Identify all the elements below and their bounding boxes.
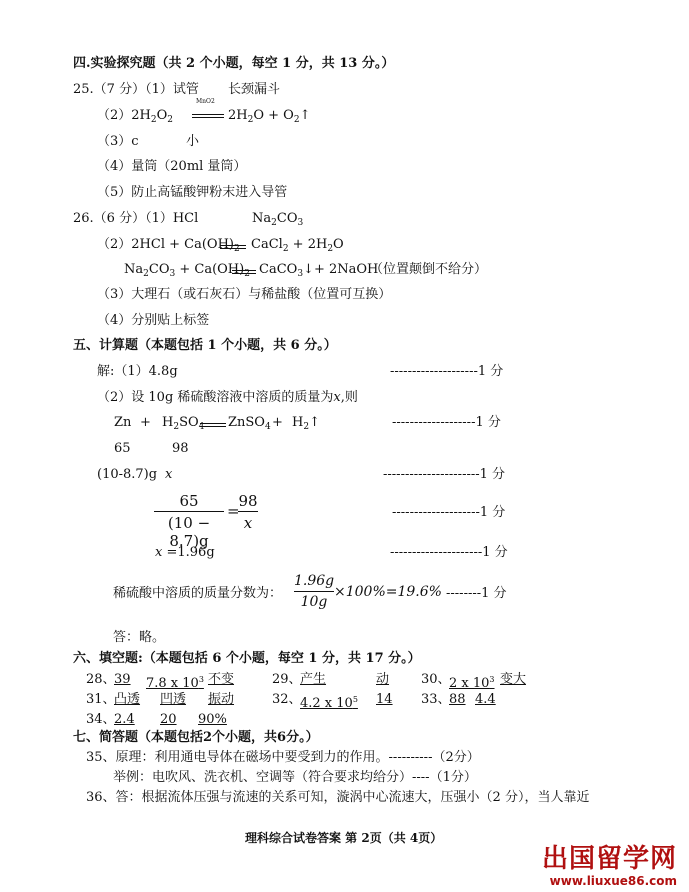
q25-line4: （4）量筒（20ml 量筒） [97,159,247,174]
fill-34-ans1: 2.4 [114,712,135,727]
fill-31-ans1: 凸透 [114,692,141,707]
fill-29-ans2: 动 [376,672,390,687]
q26-note: （位置颠倒不给分） [370,262,488,277]
fraction-right-denominator: x [243,514,253,532]
q26-line5: （4）分别贴上标签 [97,313,210,328]
calc-eq-plus: + [272,415,283,430]
score-dash: ---------------------1 分 [390,545,508,560]
score-dash: ----------------------1 分 [383,467,506,482]
section-4-title: 四.实验探究题（共 2 个小题，每空 1 分，共 13 分。） [73,56,395,71]
fill-29-ans1: 产生 [300,672,327,687]
calc-setup: （2）设 10g 稀硫酸溶液中溶质的质量为x,则 [97,390,358,405]
calc-eq-h2so4: $H_2SO_4$ [162,415,205,432]
fill-34-label: 34、 [86,712,116,727]
fill-32-ans1: 4.2 x $10^5$ [300,695,358,711]
q26-line3-product: CaCO$_3$↓+ 2NaOH [259,262,379,279]
fill-34-ans2: 20 [160,712,177,727]
calc-actual-x: x [165,467,173,482]
fill-31-label: 31、 [86,692,116,707]
fraction-left-numerator: 65 [179,492,199,510]
equals-sign [200,423,226,427]
fill-31-ans2: 凹透 [160,692,187,707]
fill-28-ans1: 39 [114,672,131,687]
q36-answer: 36、答：根据流体压强与流速的关系可知，漩涡中心流速大，压强小（2 分），当人靠近 [86,790,590,805]
percent-denominator: 10g [300,594,328,610]
fraction-bar [294,591,334,592]
fraction-bar [154,511,224,512]
fill-28-ans2: 7.8 x $10^3$ [146,675,204,691]
watermark-cn: 出国留学网 [541,844,677,874]
percent-numerator: 1.96g [294,573,335,589]
q26-line1: 26.（6 分）（1）HCl [73,211,199,226]
fraction-right-numerator: 98 [238,492,258,510]
q35-principle: 35、原理：利用通电导体在磁场中要受到力的作用。----------（2分） [86,750,480,765]
calc-step1: 解:（1）4.8g [97,364,178,379]
q26-line3: $Na_2CO_3 + Ca(OH)_2$ [124,262,250,279]
score-dash: --------1 分 [446,586,507,601]
q25-line1: 25.（7 分）（1）试管 [73,82,199,97]
fill-30-ans1: 2 x $10^3$ [449,675,495,691]
q25-line1-answer: 长颈漏斗 [228,82,281,97]
q25-line3-answer: 小 [186,134,200,149]
fraction-left-denominator: (10 − 8.7)g [167,514,211,550]
fill-34-ans3: 90% [198,712,227,727]
q26-line4: （3）大理石（或石灰石）与稀盐酸（位置可互换） [97,287,392,302]
catalyst-label: MnO2 [196,98,215,105]
fraction-bar [238,511,258,512]
q35-example: 举例：电吹风、洗衣机、空调等（符合要求均给分）----（1分） [113,770,477,785]
section-6-title: 六、填空题:（本题包括 6 个小题，每空 1 分，共 17 分。） [73,651,421,666]
calc-eq-zn: Zn [114,415,132,430]
section-7-title: 七、简答题（本题包括2个小题，共6分。） [73,730,319,745]
q25-line3: （3）c [97,134,139,149]
calc-eq-znso4: ZnSO$_4$ [228,415,271,432]
fill-31-ans3: 振动 [208,692,235,707]
q25-line2: $(2)2H_2O_2$ [97,108,174,125]
calc-mass-zn: 65 [114,441,131,456]
fill-28-ans3: 不变 [208,672,235,687]
score-dash: -------------------1 分 [392,415,501,430]
calc-answer: 答：略。 [113,630,166,645]
fill-28-label: 28、 [86,672,116,687]
fill-32-ans2: 14 [376,692,393,707]
fill-33-ans2: 4.4 [475,692,496,707]
fill-29-label: 29、 [272,672,302,687]
q26-line2-product: CaCl$_2$ + $2H_2O$ [251,237,344,254]
score-dash: --------------------1 分 [390,364,504,379]
calc-actual-mass: (10-8.7)g [97,467,158,482]
equals-sign [192,114,224,118]
calc-percent-label: 稀硫酸中溶质的质量分数为： [113,586,283,601]
fill-33-label: 33、 [421,692,451,707]
watermark-url: www.liuxue86.com [549,874,677,888]
calc-mass-h2so4: 98 [172,441,189,456]
fill-30-label: 30、 [421,672,451,687]
fraction-equals: = [227,502,240,520]
score-dash: --------------------1 分 [392,505,506,520]
calc-eq-h2: $H_2↑$ [292,415,320,432]
calc-x-result: x =1.96g [155,545,215,560]
q26-line1-answer: $Na_2CO_3$ [252,211,304,228]
q26-line2: $(2)2HCl + Ca(OH)_2$ [97,237,240,254]
fill-32-label: 32、 [272,692,302,707]
section-5-title: 五、计算题（本题包括 1 个小题，共 6 分。） [73,338,337,353]
page-footer: 理科综合试卷答案 第 2页（共 4页） [245,831,443,845]
q25-line2-product: $2H_2O$ + $O_2↑$ [228,108,311,125]
q25-line5: （5）防止高锰酸钾粉末进入导管 [97,185,288,200]
fill-30-ans2: 变大 [500,672,527,687]
percent-result: ×100%=19.6% [334,584,442,600]
equals-sign [220,245,246,249]
watermark-logo [542,844,677,888]
calc-eq-plus: + [140,415,151,430]
equals-sign [232,270,256,274]
fill-33-ans1: 88 [449,692,466,707]
